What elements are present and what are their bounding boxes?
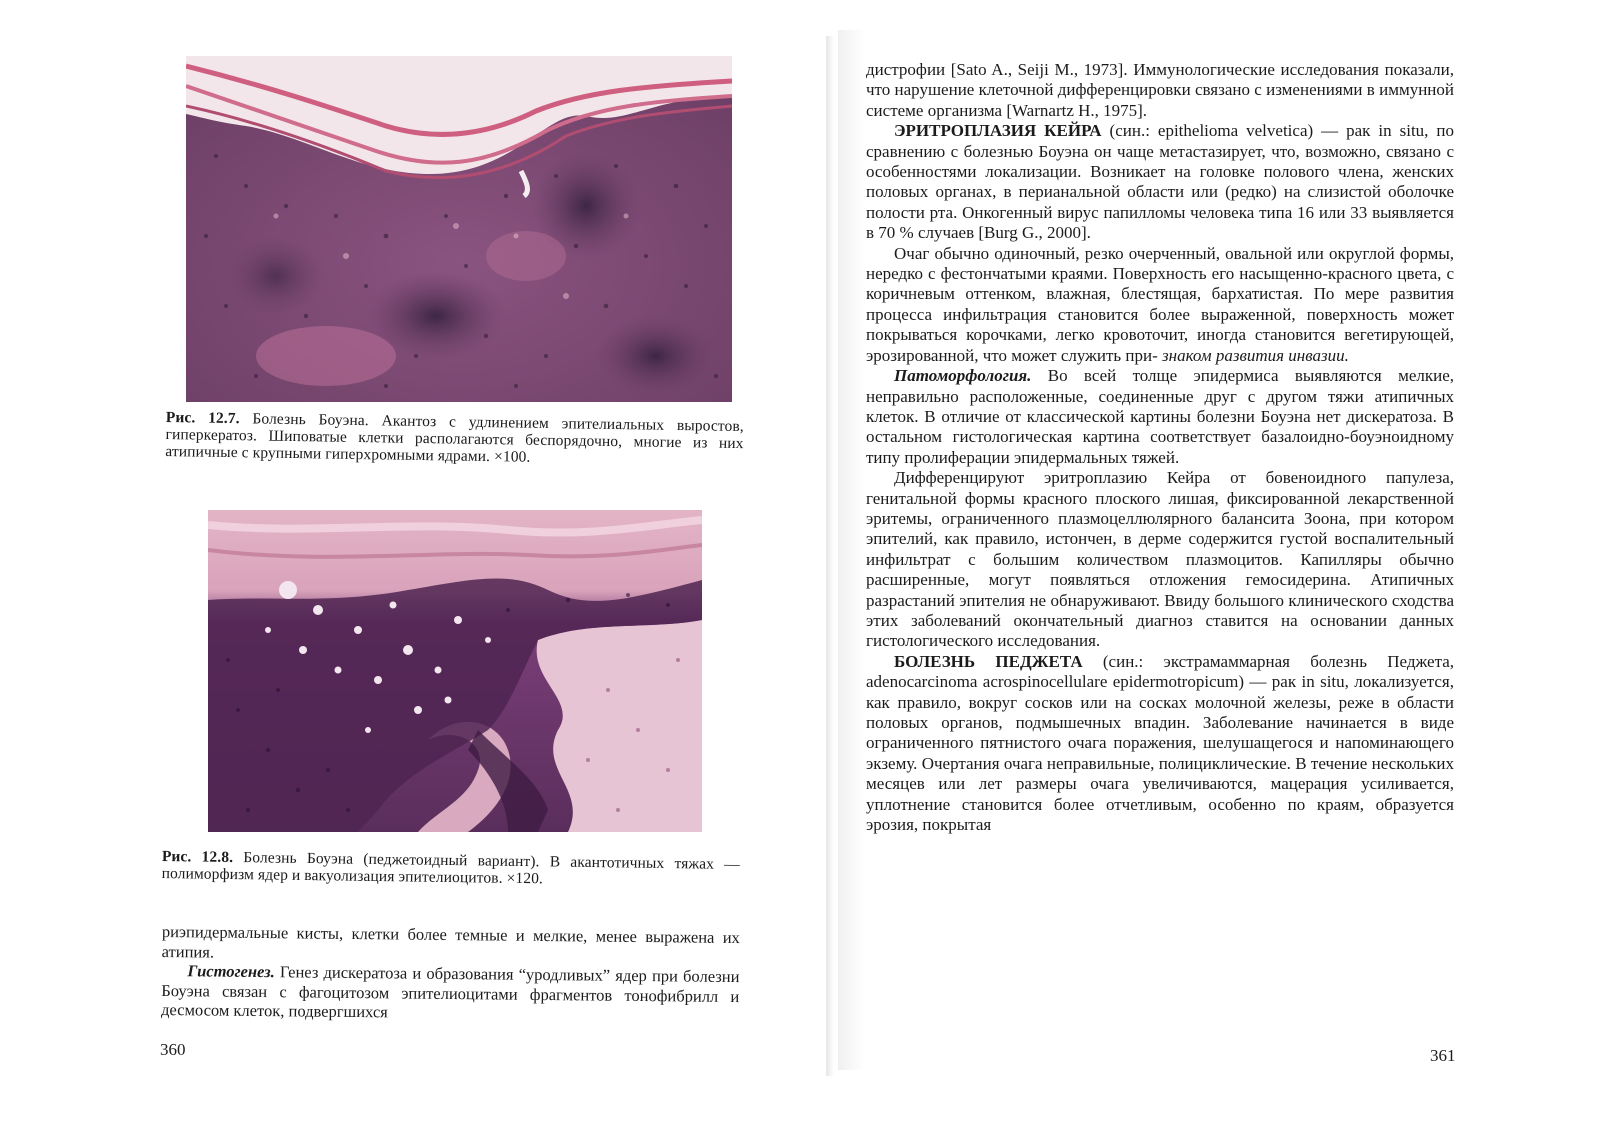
left-paragraph-1: риэпидермальные кисты, клетки более темные и мелкие, менее выражена их атипия. (161, 922, 740, 962)
page-number-right: 361 (1430, 1046, 1456, 1065)
left-page-body (161, 922, 740, 1026)
figure-12-8-caption-text: Болезнь Боуэна (педжетоидный вариант). В акантотичных тяжах — полиморфизм ядер и вакуолизация эпителиоцитов. ×120. (161, 849, 740, 888)
histology-figure-12-8 (208, 510, 702, 832)
figure-12-8-caption (162, 848, 740, 890)
histology-image-12-8 (208, 510, 702, 832)
right-paragraph-4 (866, 366, 1454, 468)
histogenesis-heading: Гистогенез. (187, 961, 275, 982)
right-paragraph-2-text: (син.: epithelioma velvetica) — рак in situ, по сравнению с болезнью Боуэна он чаще метастазирует, что, возможно, связано с особенностями локализации. Возникает на головке полового члена, женских половых органах, в перианальной области или (редко) на слизистой оболочке полости рта. Онкогенный вирус папилломы человека типа 16 или 33 выявляется в 70 % случаев [Burg G., 2000]. (866, 121, 1455, 243)
figure-12-7-label: Рис. 12.7. (165, 409, 240, 428)
right-paragraph-5: Дифференцируют эритроплазию Кейра от бовеноидного папулеза, генитальной формы красного плоского лишая, фиксированной лекарственной эритемы, ограниченного плазмоцеллюлярного баланcита Зоона, при котором эпителий, как правило, истончен, в дерме содержится густой воспалительный инфильтрат с большим количеством плазмоцитов. Капилляры обычно расширенные, могут появляться отложения гемосидерина. Атипичных разрастаний эпителия не обнаруживают. Ввиду большого клинического сходства этих заболеваний окончательный диагноз ставится на основании данных гистологического исследования. (866, 468, 1454, 651)
left-paragraph-2 (161, 961, 740, 1026)
right-paragraph-1: дистрофии [Sato A., Seiji M., 1973]. Иммунологические исследования показали, что нарушение клеточной дифференцировки связано с изменениями в иммунной системе организма [Warnartz H., 1975]. (866, 60, 1454, 120)
right-paragraph-6 (866, 652, 1454, 836)
right-paragraph-6-text: (син.: экстрамаммарная болезнь Педжета, adenocarcinoma acrospinocellulare epidermotropicum) — рак in situ, локализуется, как правило, вокруг сосков или на сосках молочной железы, реже в области половых органов, подмышечных впадин. Заболевание начинается в виде ограниченного пятнистого очага поражения, шелушащегося и напоминающего экзему. Очертания очага неправильные, полициклические. В течение нескольких месяцев или лет размеры очага увеличиваются, мацерация усиливается, уплотнение становится более отчетливым, особенно по краям, образуется эрозия, покрытая (866, 651, 1455, 835)
left-paragraph-2-text: Генез дискератоза и образования “уродливых” ядер при болезни Боуэна связан с фагоцитозом эпителиоцитами фрагментов тонофибрилл и десмосом клеток, подвергшихся (160, 962, 740, 1022)
right-page-body (866, 60, 1454, 835)
erythroplasia-heading: ЭРИТРОПЛАЗИЯ КЕЙРА (894, 121, 1102, 141)
figure-12-7-caption-text: Болезнь Боуэна. Акантоз с удлинением эпителиальных выростов, гиперкератоз. Шиповатые клетки располагаются беспорядочно, многие из них атипичные с крупными гиперхромными ядрами. ×100. (165, 410, 744, 466)
pathomorphology-heading: Патоморфология. (894, 366, 1032, 386)
figure-12-7-caption (165, 409, 744, 469)
histology-figure-12-7 (186, 56, 732, 402)
right-paragraph-4-text: Во всей толще эпидермиса выявляются мелкие, неправильно расположенные, соединенные друг с другом тяжи атипичных клеток. В отличие от классической картины болезни Боуэна нет дискератоза. В остальном гистологическая картина соответствует базалоидно-боуэноидному типу пролиферации эпидермальных тяжей. (866, 366, 1455, 467)
right-paragraph-2 (866, 121, 1454, 243)
right-paragraph-3 (866, 244, 1454, 366)
figure-12-8-label: Рис. 12.8. (161, 848, 234, 866)
right-paragraph-3-italic: знаком развития инвазии. (1162, 345, 1349, 365)
histology-image-12-7 (186, 56, 732, 402)
right-paragraph-3-text: Очаг обычно одиночный, резко очерченный, овальной или округлой формы, нередко с фестончатыми краями. Поверхность его насыщенно-красного цвета, с коричневым оттенком, влажная, блестящая, бархатистая. По мере развития процесса инфильтрация становится более выраженной, поверхность может покрываться корочками, легко кровоточит, иногда становится вегетирующей, эрозированной, что может служить при- (866, 243, 1454, 365)
paget-heading: БОЛЕЗНЬ ПЕДЖЕТА (894, 651, 1083, 671)
page-number-left: 360 (160, 1040, 186, 1059)
